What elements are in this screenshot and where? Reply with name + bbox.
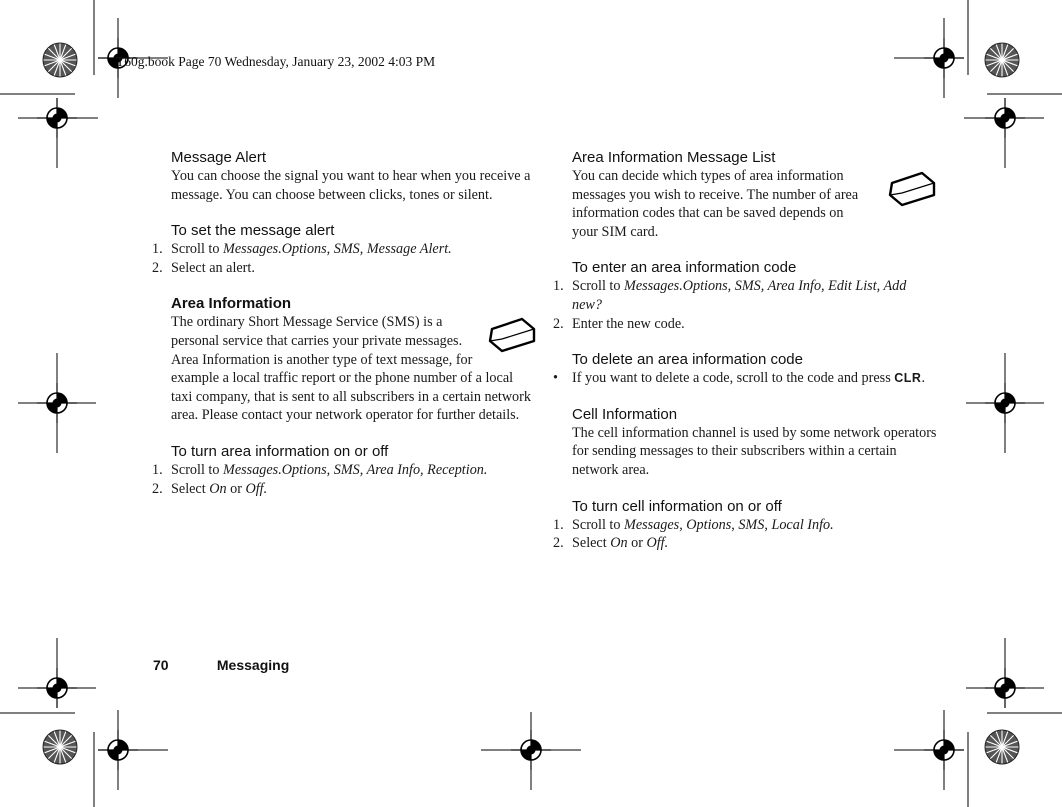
delete-code-heading: To delete an area information code bbox=[572, 351, 803, 369]
step-number: 2. bbox=[152, 259, 163, 276]
print-slug-header: T60g.book Page 70 Wednesday, January 23, 2002 4:03 PM bbox=[116, 54, 436, 69]
message-alert-heading: Message Alert bbox=[171, 149, 267, 166]
step-item: 2. Enter the new code. bbox=[553, 315, 685, 332]
cell-information-heading: Cell Information bbox=[572, 405, 678, 423]
step-number: 1. bbox=[553, 278, 564, 295]
cell-information-body: The cell information channel is used by some network operators for sending messages to their subscribers within a certain network area. bbox=[572, 424, 937, 478]
step-number: 2. bbox=[152, 480, 163, 497]
step-item: 1. Scroll to Messages.Options, SMS, Message Alert. bbox=[152, 241, 452, 258]
menu-path: Messages.Options, SMS, Message Alert bbox=[223, 241, 449, 258]
enter-code-heading: To enter an area information code bbox=[572, 259, 797, 277]
turn-cell-info-steps bbox=[553, 516, 938, 553]
step-number: 1. bbox=[553, 516, 564, 533]
step-item: 1. Scroll to Messages, Options, SMS, Local Info. bbox=[553, 516, 834, 533]
sim-card-icon bbox=[888, 171, 936, 207]
registration-star-icon bbox=[985, 43, 1019, 77]
step-item: 2. Select On or Off. bbox=[553, 535, 669, 552]
menu-path: Messages bbox=[624, 516, 680, 533]
step-number: 2. bbox=[553, 535, 564, 552]
step-number: 1. bbox=[152, 461, 163, 478]
area-list-body: You can decide which types of area information messages you wish to receive. The number of area information codes that can be saved depends on your SIM card. bbox=[572, 167, 938, 241]
left-column bbox=[152, 148, 536, 498]
menu-path: Messages.Options, SMS, Area Info, Edit List, Add new? bbox=[572, 278, 907, 313]
turn-area-info-steps bbox=[152, 461, 536, 498]
turn-area-info-heading: To turn area information on or off bbox=[171, 442, 389, 460]
set-alert-steps bbox=[152, 240, 536, 277]
step-item: 2. Select an alert. bbox=[152, 259, 255, 276]
set-alert-heading: To set the message alert bbox=[171, 222, 335, 240]
turn-cell-info-heading: To turn cell information on or off bbox=[572, 497, 782, 515]
registration-star-icon bbox=[43, 43, 77, 77]
right-column bbox=[553, 148, 938, 553]
step-number: 2. bbox=[553, 315, 564, 332]
step-number: 1. bbox=[152, 241, 163, 258]
step-item: 1. Scroll to Messages.Options, SMS, Area Info, Reception. bbox=[152, 461, 488, 478]
registration-star-icon bbox=[43, 730, 77, 764]
bullet-glyph: • bbox=[553, 370, 558, 387]
delete-code-bullets bbox=[553, 369, 938, 388]
message-alert-body: You can choose the signal you want to hear when you receive a message. You can choose between clicks, tones or silent. bbox=[171, 168, 531, 203]
step-item: 1. Scroll to Messages.Options, SMS, Area Info, Edit List, Add new? bbox=[553, 278, 907, 313]
clr-key-label: CLR bbox=[894, 371, 922, 386]
page-footer bbox=[153, 657, 289, 673]
registration-star-icon bbox=[985, 730, 1019, 764]
menu-path: Messages.Options, SMS, Area Info, Reception bbox=[223, 461, 484, 478]
area-information-body: The ordinary Short Message Service (SMS) is a personal service that carries your private messages. Area Information is another type of text message, for example a local traffic report or the phone number of a local taxi company, that is sent to all subscribers in a certain network area. Please contact your network operator for further details. bbox=[171, 313, 536, 425]
area-list-heading: Area Information Message List bbox=[572, 149, 776, 166]
enter-code-steps bbox=[553, 277, 938, 333]
sim-card-icon bbox=[488, 317, 536, 353]
step-item: 2. Select On or Off. bbox=[152, 480, 268, 497]
bullet-item: • If you want to delete a code, scroll to the code and press CLR. bbox=[553, 370, 926, 387]
area-information-heading: Area Information bbox=[171, 295, 292, 313]
section-title: Messaging bbox=[216, 657, 290, 673]
page-number: 70 bbox=[153, 657, 169, 673]
